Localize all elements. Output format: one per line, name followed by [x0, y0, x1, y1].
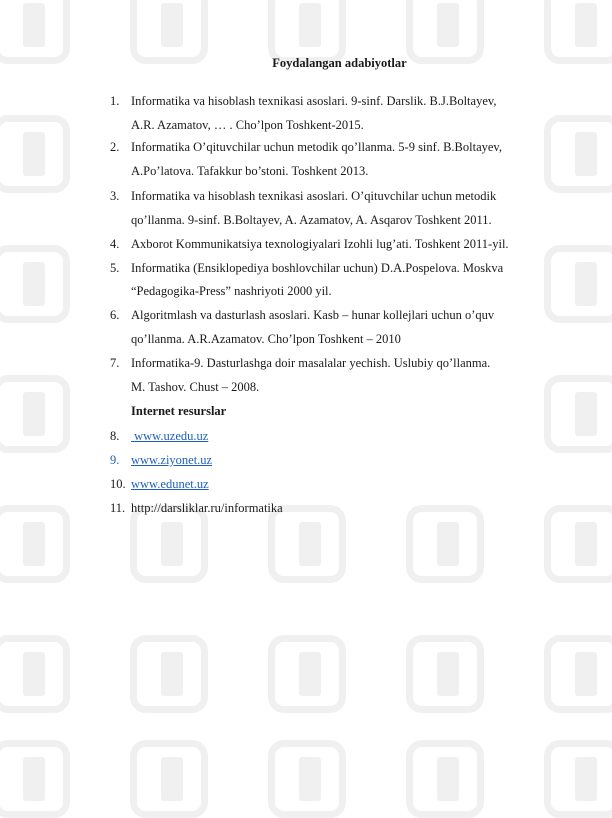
- item-number: 11.: [110, 501, 126, 515]
- watermark-logo: [130, 505, 208, 583]
- item-number: 10.: [110, 477, 126, 491]
- item-text: “Pedagogika-Press” nashriyoti 2000 yil.: [131, 284, 332, 298]
- watermark-logo: [0, 245, 70, 323]
- item-text: Informatika-9. Dasturlashga doir masalalar yechish. Uslubiy qo’llanma.: [131, 356, 491, 370]
- ziyonet-link[interactable]: www.ziyonet.uz: [131, 453, 213, 467]
- item-text: Informatika O’qituvchilar uchun metodik qo’llanma. 5-9 sinf. B.Boltayev,: [131, 140, 502, 154]
- watermark-logo: [0, 505, 70, 583]
- edunet-link[interactable]: www.edunet.uz: [131, 477, 209, 491]
- watermark-logo: [0, 740, 70, 818]
- item-text: M. Tashov. Chust – 2008.: [131, 380, 260, 394]
- item-text: Informatika va hisoblash texnikasi asoslari. O’qituvchilar uchun metodik: [131, 189, 497, 203]
- item-text: qo’llanma. 9-sinf. B.Boltayev, A. Azamatov, A. Asqarov Toshkent 2011.: [131, 213, 492, 227]
- item-text: Informatika va hisoblash texnikasi asoslari. 9-sinf. Darslik. B.J.Boltayev,: [131, 94, 497, 108]
- watermark-logo: [130, 0, 208, 64]
- item-number: 3.: [110, 189, 120, 203]
- item-number: 9.: [110, 453, 120, 467]
- watermark-logo: [406, 505, 484, 583]
- item-text: Informatika (Ensiklopediya boshlovchilar uchun) D.A.Pospelova. Moskva: [131, 261, 504, 275]
- watermark-logo: [544, 505, 612, 583]
- item-number: 7.: [110, 356, 120, 370]
- item-number: 5.: [110, 261, 120, 275]
- page-title: Foydalangan adabiyotlar: [272, 56, 407, 70]
- watermark-logo: [544, 635, 612, 713]
- item-number: 1.: [110, 94, 120, 108]
- watermark-logo: [268, 505, 346, 583]
- item-text: Algoritmlash va dasturlash asoslari. Kasb – hunar kollejlari uchun o’quv: [131, 308, 495, 322]
- watermark-logo: [268, 635, 346, 713]
- item-text: A.R. Azamatov, … . Cho’lpon Toshkent-2015.: [131, 118, 364, 132]
- item-number: 6.: [110, 308, 120, 322]
- watermark-logo: [544, 740, 612, 818]
- watermark-logo: [544, 0, 612, 64]
- item-number: 8.: [110, 429, 120, 443]
- darsliklar-url: http://darsliklar.ru/informatika: [131, 501, 283, 515]
- watermark-logo: [0, 635, 70, 713]
- item-number: 2.: [110, 140, 120, 154]
- watermark-logo: [130, 740, 208, 818]
- watermark-logo: [130, 635, 208, 713]
- watermark-logo: [406, 740, 484, 818]
- watermark-logo: [406, 635, 484, 713]
- watermark-logo: [0, 0, 70, 64]
- watermark-logo: [0, 375, 70, 453]
- item-text: qo’llanma. A.R.Azamatov. Cho’lpon Toshkent – 2010: [131, 332, 401, 346]
- item-text: Axborot Kommunikatsiya texnologiyalari Izohli lug’ati. Toshkent 2011-yil.: [131, 237, 509, 251]
- watermark-logo: [268, 740, 346, 818]
- watermark-logo: [406, 0, 484, 64]
- watermark-logo: [268, 0, 346, 64]
- item-text: A.Po’latova. Tafakkur bo’stoni. Toshkent 2013.: [131, 164, 369, 178]
- internet-resources-heading: Internet resurslar: [131, 404, 227, 418]
- item-number: 4.: [110, 237, 120, 251]
- watermark-logo: [0, 115, 70, 193]
- uzedu-link[interactable]: www.uzedu.uz: [131, 429, 209, 443]
